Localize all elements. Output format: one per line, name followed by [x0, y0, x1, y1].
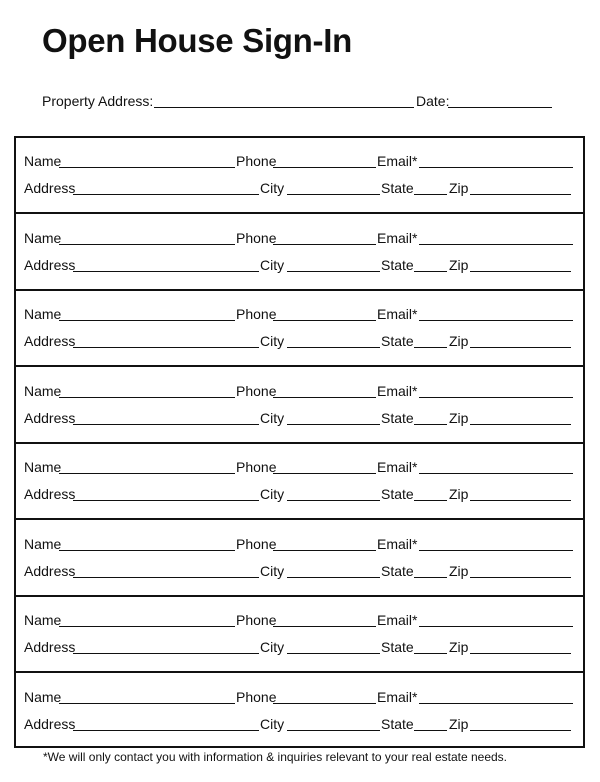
name-field[interactable] — [59, 244, 235, 245]
zip-label: Zip — [449, 716, 469, 732]
email-field[interactable] — [419, 703, 573, 704]
entry-row-contact — [16, 458, 583, 478]
email-label: Email* — [377, 230, 418, 246]
entry-row-address — [16, 562, 583, 582]
entry-row-contact — [16, 535, 583, 555]
state-label: State — [381, 257, 414, 273]
entry-row-contact — [16, 305, 583, 325]
state-field[interactable] — [414, 730, 447, 731]
state-label: State — [381, 180, 414, 196]
zip-field[interactable] — [470, 347, 571, 348]
name-field[interactable] — [59, 167, 235, 168]
name-label: Name — [24, 612, 62, 628]
state-label: State — [381, 639, 414, 655]
zip-field[interactable] — [470, 424, 571, 425]
address-field[interactable] — [73, 500, 259, 501]
zip-label: Zip — [449, 333, 469, 349]
sign-in-entry — [16, 674, 583, 750]
phone-field[interactable] — [273, 473, 376, 474]
date-field[interactable] — [448, 107, 552, 108]
state-label: State — [381, 333, 414, 349]
state-field[interactable] — [414, 424, 447, 425]
page-title: Open House Sign-In — [42, 22, 352, 59]
entry-row-address — [16, 715, 583, 735]
property-address-field[interactable] — [154, 107, 414, 108]
sign-in-entry — [16, 597, 583, 673]
city-field[interactable] — [287, 653, 380, 654]
email-field[interactable] — [419, 320, 573, 321]
email-field[interactable] — [419, 550, 573, 551]
entry-row-address — [16, 332, 583, 352]
phone-field[interactable] — [273, 703, 376, 704]
email-label: Email* — [377, 689, 418, 705]
name-label: Name — [24, 689, 62, 705]
city-label: City — [260, 639, 285, 655]
address-label: Address — [24, 486, 76, 502]
sign-in-entry — [16, 215, 583, 291]
phone-field[interactable] — [273, 626, 376, 627]
entry-row-contact — [16, 611, 583, 631]
city-field[interactable] — [287, 577, 380, 578]
zip-field[interactable] — [470, 500, 571, 501]
name-label: Name — [24, 230, 62, 246]
date-label: Date: — [416, 93, 450, 109]
state-label: State — [381, 563, 414, 579]
city-label: City — [260, 486, 285, 502]
phone-field[interactable] — [273, 167, 376, 168]
zip-field[interactable] — [470, 194, 571, 195]
zip-label: Zip — [449, 410, 469, 426]
city-field[interactable] — [287, 424, 380, 425]
name-field[interactable] — [59, 703, 235, 704]
zip-field[interactable] — [470, 577, 571, 578]
phone-field[interactable] — [273, 550, 376, 551]
state-label: State — [381, 410, 414, 426]
city-label: City — [260, 257, 285, 273]
email-field[interactable] — [419, 473, 573, 474]
city-label: City — [260, 180, 285, 196]
phone-field[interactable] — [273, 320, 376, 321]
email-field[interactable] — [419, 167, 573, 168]
phone-field[interactable] — [273, 397, 376, 398]
zip-label: Zip — [449, 486, 469, 502]
city-field[interactable] — [287, 194, 380, 195]
phone-label: Phone — [236, 306, 277, 322]
city-field[interactable] — [287, 347, 380, 348]
name-label: Name — [24, 459, 62, 475]
address-label: Address — [24, 180, 76, 196]
phone-label: Phone — [236, 153, 277, 169]
address-label: Address — [24, 563, 76, 579]
phone-label: Phone — [236, 383, 277, 399]
city-label: City — [260, 563, 285, 579]
sign-in-entry — [16, 138, 583, 214]
state-field[interactable] — [414, 347, 447, 348]
phone-field[interactable] — [273, 244, 376, 245]
name-field[interactable] — [59, 626, 235, 627]
name-field[interactable] — [59, 473, 235, 474]
email-label: Email* — [377, 306, 418, 322]
state-label: State — [381, 716, 414, 732]
address-field[interactable] — [73, 730, 259, 731]
email-label: Email* — [377, 459, 418, 475]
address-field[interactable] — [73, 271, 259, 272]
address-field[interactable] — [73, 653, 259, 654]
address-field[interactable] — [73, 194, 259, 195]
city-field[interactable] — [287, 730, 380, 731]
email-field[interactable] — [419, 244, 573, 245]
email-label: Email* — [377, 383, 418, 399]
city-field[interactable] — [287, 500, 380, 501]
zip-label: Zip — [449, 639, 469, 655]
entry-row-address — [16, 179, 583, 199]
entry-row-address — [16, 256, 583, 276]
city-label: City — [260, 410, 285, 426]
email-field[interactable] — [419, 626, 573, 627]
zip-label: Zip — [449, 257, 469, 273]
name-label: Name — [24, 383, 62, 399]
entry-row-address — [16, 485, 583, 505]
address-label: Address — [24, 257, 76, 273]
property-address-row — [42, 92, 562, 112]
sign-in-entry — [16, 521, 583, 597]
sign-in-entry — [16, 291, 583, 367]
name-field[interactable] — [59, 550, 235, 551]
state-field[interactable] — [414, 194, 447, 195]
name-label: Name — [24, 306, 62, 322]
state-field[interactable] — [414, 653, 447, 654]
state-label: State — [381, 486, 414, 502]
entry-row-address — [16, 409, 583, 429]
property-address-label: Property Address: — [42, 93, 154, 109]
phone-label: Phone — [236, 459, 277, 475]
zip-label: Zip — [449, 180, 469, 196]
zip-field[interactable] — [470, 730, 571, 731]
entry-row-contact — [16, 688, 583, 708]
address-label: Address — [24, 333, 76, 349]
city-label: City — [260, 333, 285, 349]
sign-in-entry — [16, 444, 583, 520]
address-field[interactable] — [73, 347, 259, 348]
zip-field[interactable] — [470, 271, 571, 272]
email-label: Email* — [377, 536, 418, 552]
sign-in-entry — [16, 368, 583, 444]
address-field[interactable] — [73, 424, 259, 425]
phone-label: Phone — [236, 689, 277, 705]
name-label: Name — [24, 153, 62, 169]
name-label: Name — [24, 536, 62, 552]
entry-row-contact — [16, 152, 583, 172]
email-label: Email* — [377, 612, 418, 628]
address-field[interactable] — [73, 577, 259, 578]
name-field[interactable] — [59, 320, 235, 321]
email-field[interactable] — [419, 397, 573, 398]
state-field[interactable] — [414, 577, 447, 578]
entry-row-address — [16, 638, 583, 658]
footnote: *We will only contact you with information & inquiries relevant to your real estate needs. — [43, 750, 508, 764]
phone-label: Phone — [236, 536, 277, 552]
city-label: City — [260, 716, 285, 732]
address-label: Address — [24, 410, 76, 426]
state-field[interactable] — [414, 500, 447, 501]
address-label: Address — [24, 639, 76, 655]
entry-row-contact — [16, 229, 583, 249]
phone-label: Phone — [236, 612, 277, 628]
zip-field[interactable] — [470, 653, 571, 654]
address-label: Address — [24, 716, 76, 732]
zip-label: Zip — [449, 563, 469, 579]
state-field[interactable] — [414, 271, 447, 272]
name-field[interactable] — [59, 397, 235, 398]
email-label: Email* — [377, 153, 418, 169]
city-field[interactable] — [287, 271, 380, 272]
sign-in-table — [14, 136, 585, 748]
entry-row-contact — [16, 382, 583, 402]
phone-label: Phone — [236, 230, 277, 246]
